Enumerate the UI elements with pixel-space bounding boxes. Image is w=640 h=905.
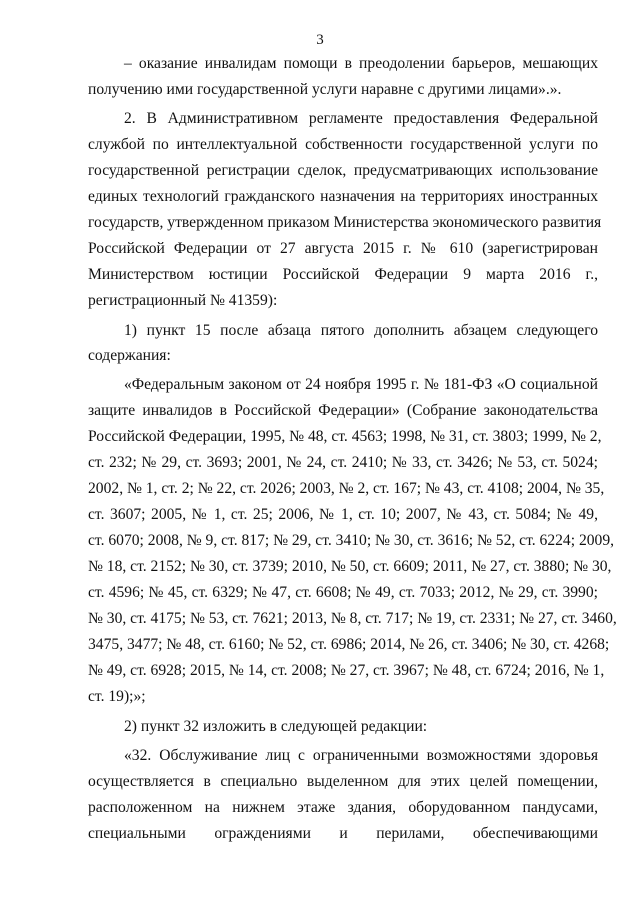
text-line: получению ими государственной услуги наравне с другими лицами».». [88, 81, 562, 98]
text-line: специальными ограждениями и перилами, обеспечивающими [88, 825, 598, 842]
text-line: 2002, № 1, ст. 2; № 22, ст. 2026; 2003, № 2, ст. 167; № 43, ст. 4108; 2004, № 35, [88, 480, 605, 497]
text-line: № 30, ст. 4175; № 53, ст. 7621; 2013, № 8, ст. 717; № 19, ст. 2331; № 27, ст. 3460, [88, 610, 617, 627]
text-line: регистрационный № 41359): [88, 292, 278, 309]
text-line: «Федеральным законом от 24 ноября 1995 г. № 181-ФЗ «О социальной [124, 376, 598, 393]
text-line: «32. Обслуживание лиц с ограниченными возможностями здоровья [124, 747, 598, 764]
text-line: 2) пункт 32 изложить в следующей редакции: [124, 718, 428, 735]
text-line: ст. 4596; № 45, ст. 6329; № 47, ст. 6608; № 49, ст. 7033; 2012, № 29, ст. 3990; [88, 584, 598, 601]
text-line: ст. 6070; 2008, № 9, ст. 817; № 29, ст. 3410; № 30, ст. 3616; № 52, ст. 6224; 2009, [88, 532, 615, 549]
text-line: ст. 232; № 29, ст. 3693; 2001, № 24, ст. 2410; № 33, ст. 3426; № 53, ст. 5024; [88, 454, 598, 471]
text-line: Российской Федерации от 27 августа 2015 г. № 610 (зарегистрирован [88, 240, 598, 257]
text-line: № 18, ст. 2152; № 30, ст. 3739; 2010, № 50, ст. 6609; 2011, № 27, ст. 3880; № 30, [88, 558, 612, 575]
text-line: 1) пункт 15 после абзаца пятого дополнить абзацем следующего [124, 322, 598, 339]
text-line: расположенном на нижнем этаже здания, оборудованном пандусами, [88, 799, 598, 816]
text-line: содержания: [88, 347, 171, 364]
text-line: 2. В Административном регламенте предоставления Федеральной [124, 110, 598, 127]
text-line: государств, утвержденном приказом Министерства экономического развития [88, 214, 602, 231]
text-line: ст. 3607; 2005, № 1, ст. 25; 2006, № 1, ст. 10; 2007, № 43, ст. 5084; № 49, [88, 506, 598, 523]
text-line: ст. 19);»; [88, 688, 146, 705]
text-line: Российской Федерации, 1995, № 48, ст. 4563; 1998, № 31, ст. 3803; 1999, № 2, [88, 428, 602, 445]
text-line: единых технологий гражданского назначения на территориях иностранных [88, 188, 598, 205]
text-line: службой по интеллектуальной собственности государственной услуги по [88, 136, 598, 153]
text-line: осуществляется в специально выделенном для этих целей помещении, [88, 773, 598, 790]
text-line: – оказание инвалидам помощи в преодолении барьеров, мешающих [124, 55, 598, 72]
text-line: 3475, 3477; № 48, ст. 6160; № 52, ст. 6986; 2014, № 26, ст. 3406; № 30, ст. 4268; [88, 636, 610, 653]
text-line: государственной регистрации сделок, предусматривающих использование [88, 162, 598, 179]
page-number: 3 [316, 32, 324, 48]
text-line: № 49, ст. 6928; 2015, № 14, ст. 2008; № 27, ст. 3967; № 48, ст. 6724; 2016, № 1, [88, 662, 605, 679]
text-line: защите инвалидов в Российской Федерации» (Собрание законодательства [88, 402, 598, 419]
text-line: Министерством юстиции Российской Федерации 9 марта 2016 г., [88, 266, 598, 283]
